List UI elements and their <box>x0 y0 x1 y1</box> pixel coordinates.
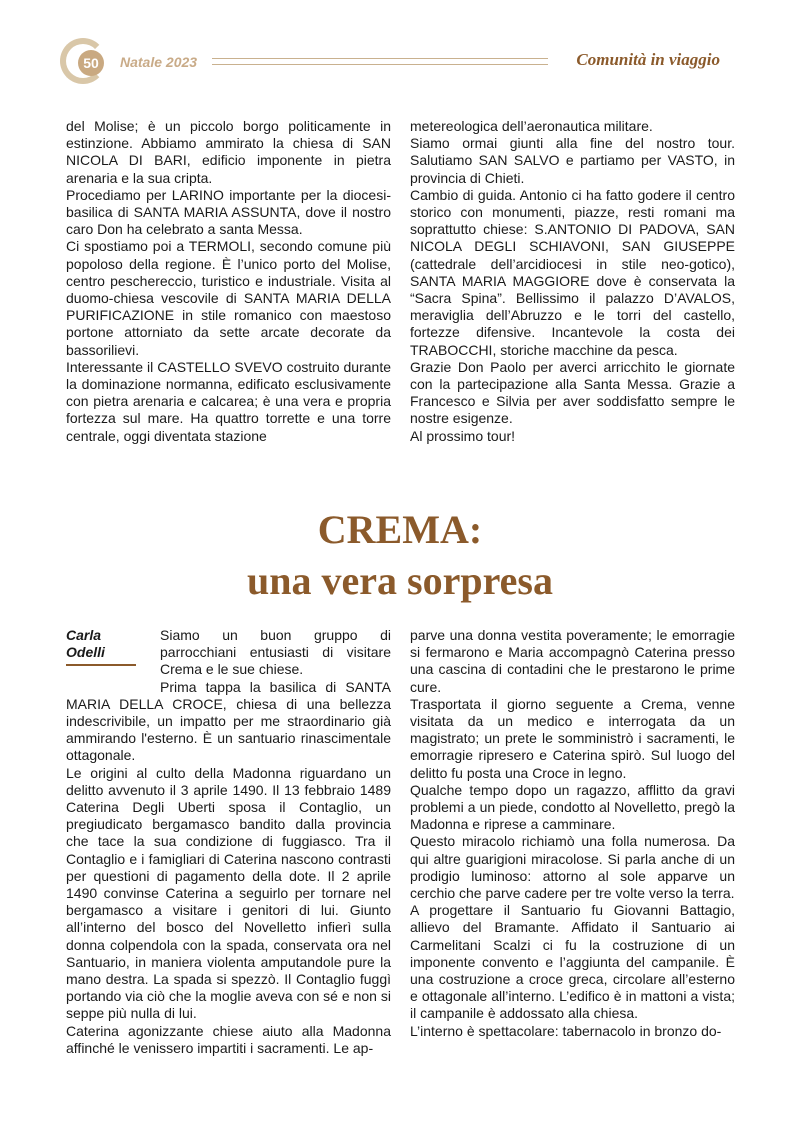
paragraph: Qualche tempo dopo un ragazzo, afflitto da gravi problemi a un piede, condotto al Novelletto, pregò la Madonna e riprese a camminare. <box>410 781 735 833</box>
paragraph: Le origini al culto della Madonna riguardano un delitto avvenuto il 3 aprile 1490. Il 13 febbraio 1489 Caterina Degli Uberti sposa il Contaglio, un pregiudicato bergamasco bandito dalla provincia che tace la sua condizione di fuggiasco. Tra il Contaglio e i famigliari di Caterina nascono contrasti per questioni di pagamento della dote. Il 2 aprile 1490 convinse Caterina a seguirlo per tornare nel bergamasco a visitare i genitori di lui. Giunto all’interno del bosco del Novelletto infierì sulla donna colpendola con la spada, conservata ora nel Santuario, in maniera violenta amputandole pure la mano destra. La spada si spezzò. Il Contaglio fuggì portando via ciò che la moglie aveva con sé e non si seppe più nulla di lui. <box>66 764 391 1022</box>
paragraph: Cambio di guida. Antonio ci ha fatto godere il centro storico con monumenti, piazze, resti romani ma soprattutto chiese: S.ANTONIO DI PADOVA, SAN NICOLA DEGLI SCHIAVONI, SAN GIUSEPPE (cattedrale dell’arcidiocesi in stile neo-gotico), SANTA MARIA MAGGIORE dove è conservata la “Sacra Spina”. Bellissimo il palazzo D’AVALOS, meraviglia dell’Abruzzo e le torri del castello, fortezze difensive. Incantevole la costa dei TRABOCCHI, storiche macchine da pesca. <box>410 186 735 358</box>
article-title-line2: una vera sorpresa <box>247 558 553 603</box>
paragraph: Procediamo per LARINO importante per la diocesi-basilica di SANTA MARIA ASSUNTA, dove il nostro caro Don ha celebrato a santa Messa. <box>66 186 391 238</box>
paragraph: Al prossimo tour! <box>410 427 516 444</box>
paragraph: Questo miracolo richiamò una folla numerosa. Da qui altre guarigioni miracolose. Si parla anche di un prodigio luminoso: attorno al sole apparve un cerchio che parve cadere per tre volte verso la terra. <box>410 833 735 902</box>
paragraph: Ci spostiamo poi a TERMOLI, secondo comune più popoloso della regione. È l’unico porto del Molise, centro peschereccio, turistico e industriale. Visita al duomo-chiesa vescovile di SANTA MARIA DELLA PURIFICAZIONE in stile romanico con maestoso portone attorniato da sette arcate decorate da bassorilievi. <box>66 238 391 358</box>
paragraph: parve una donna vestita poveramente; le emorragie si fermarono e Maria accompagnò Caterina presso una cascina di contadini che le prestarono le prime cure. <box>410 627 735 695</box>
article2-right-column <box>410 627 735 1040</box>
author-first-name: Carla <box>66 627 102 643</box>
issue-label: Natale 2023 <box>120 54 198 70</box>
author-last-name: Odelli <box>66 644 105 661</box>
article2-left-column <box>66 627 391 1057</box>
paragraph: Caterina agonizzante chiese aiuto alla Madonna affinché le venissero impartiti i sacramenti. Le ap- <box>66 1022 391 1056</box>
author-byline <box>66 627 136 666</box>
header-rule <box>212 58 548 65</box>
article1-left-column <box>66 118 391 445</box>
article1-right-column <box>410 118 735 445</box>
paragraph: Siamo ormai giunti alla fine del nostro tour. Salutiamo SAN SALVO e partiamo per VASTO, in provincia di Chieti. <box>410 135 735 186</box>
paragraph: del Molise; è un piccolo borgo politicamente in estinzione. Abbiamo ammirato la chiesa di SAN NICOLA DI BARI, edificio imponente in pietra arenaria e la sua cripta. <box>66 118 391 186</box>
paragraph: Interessante il CASTELLO SVEVO costruito durante la dominazione normanna, edificato esclusivamente con pietra arenaria e calcarea; è una vera e propria fortezza sul mare. Ha quattro torrette e una torre centrale, oggi diventata stazione <box>66 358 391 444</box>
paragraph: Grazie Don Paolo per averci arricchito le giornate con la partecipazione alla Santa Messa. Grazie a Francesco e Silvia per aver soddisfatto sempre le nostre esigenze. <box>410 358 735 427</box>
article-title-line1: CREMA: <box>317 507 483 552</box>
paragraph: A progettare il Santuario fu Giovanni Battagio, allievo del Bramante. Affidato il Santuario ai Carmelitani Scalzi ci fu la costruzione di un imponente convento e l’aggiunta del campanile. È una costruzione a croce greca, circolare all’esterno e ottagonale all’interno. L’edifico è in mattoni a vista; il campanile è addossato alla chiesa. <box>410 902 735 1022</box>
page-number: 50 <box>78 50 104 76</box>
paragraph: Prima tappa la basilica di SANTA MARIA DELLA CROCE, chiesa di una bellezza indescrivibile, un impatto per me straordinario già ammirando l'esterno. È un santuario rinascimentale ottagonale. <box>66 678 391 764</box>
section-title: Comunità in viaggio <box>576 50 720 69</box>
paragraph: Siamo un buon gruppo di parrocchiani entusiasti di visitare Crema e le sue chiese. <box>160 627 391 678</box>
paragraph: Trasportata il giorno seguente a Crema, venne visitata da un medico e interrogata da un magistrato; un prete le somministrò i sacramenti, le emorragie ripresero e Caterina spirò. Sul luogo del delitto fu posta una Croce in legno. <box>410 695 735 781</box>
paragraph: L’interno è spettacolare: tabernacolo in bronzo do- <box>410 1022 722 1039</box>
paragraph: metereologica dell’aeronautica militare. <box>410 118 653 134</box>
page-header <box>0 0 800 100</box>
